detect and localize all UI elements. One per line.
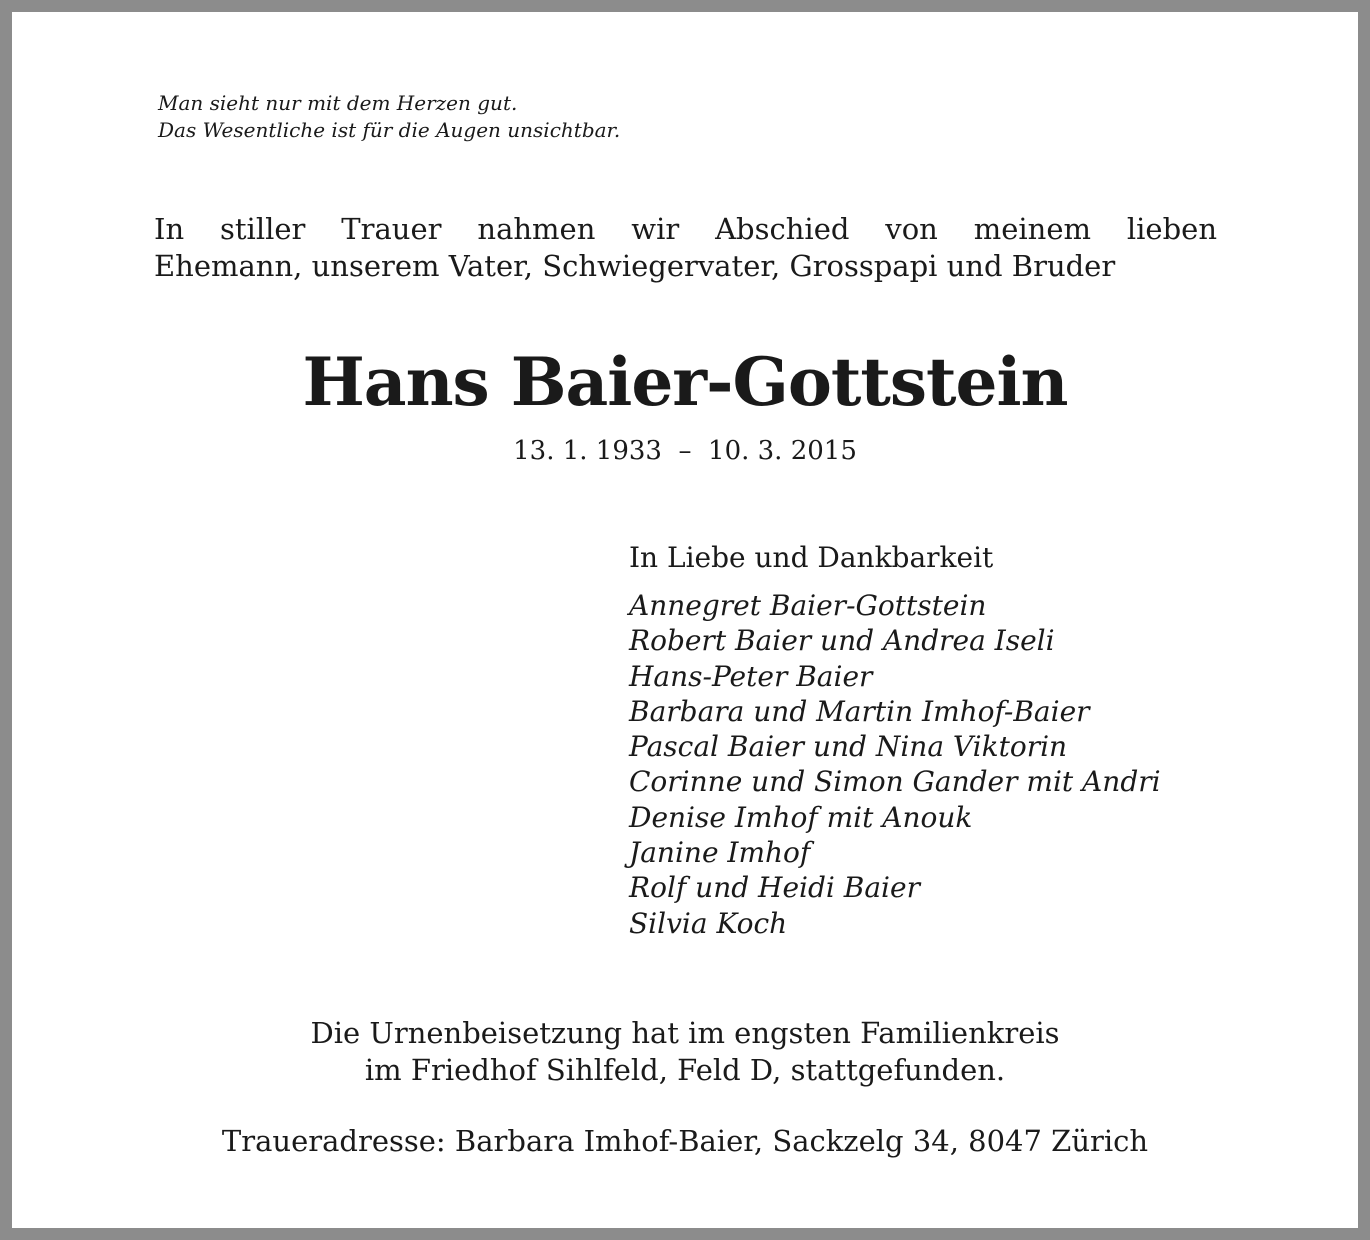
- mourning-address: Traueradresse: Barbara Imhof-Baier, Sackzelg 34, 8047 Zürich: [221, 1124, 1149, 1158]
- burial-notice: [12, 1015, 1358, 1089]
- family-member: Barbara und Martin Imhof-Baier: [629, 694, 1090, 728]
- motto-line-2: Das Wesentliche ist für die Augen unsichtbar.: [158, 118, 621, 142]
- family-member: Annegret Baier-Gottstein: [629, 589, 987, 622]
- obituary-notice: [12, 12, 1358, 1228]
- family-member: Corinne und Simon Gander mit Andri: [629, 765, 1161, 799]
- family-member: Silvia Koch: [629, 906, 788, 940]
- family-member: Hans-Peter Baier: [629, 659, 873, 693]
- deceased-name: Hans Baier-Gottstein: [302, 343, 1068, 421]
- burial-line-1: Die Urnenbeisetzung hat im engsten Familienkreis: [310, 1016, 1060, 1050]
- intro-line-1: In stiller Trauer nahmen wir Abschied von meinem lieben: [154, 212, 1217, 246]
- family-member: Pascal Baier und Nina Viktorin: [629, 730, 1068, 764]
- thanks-heading: In Liebe und Dankbarkeit: [629, 541, 994, 574]
- family-member: Robert Baier und Andrea Iseli: [629, 624, 1055, 658]
- motto-quote: [158, 90, 620, 144]
- family-member: Rolf und Heidi Baier: [629, 871, 920, 905]
- burial-line-2: im Friedhof Sihlfeld, Feld D, stattgefunden.: [364, 1053, 1006, 1087]
- family-member: Janine Imhof: [629, 836, 811, 870]
- motto-line-1: Man sieht nur mit dem Herzen gut.: [158, 91, 518, 115]
- intro-text: [154, 211, 1217, 285]
- intro-line-2: Ehemann, unserem Vater, Schwiegervater, Grosspapi und Bruder: [154, 249, 1116, 283]
- family-list: [629, 588, 1161, 941]
- family-member: Denise Imhof mit Anouk: [629, 800, 973, 834]
- life-dates: 13. 1. 1933 – 10. 3. 2015: [513, 436, 857, 466]
